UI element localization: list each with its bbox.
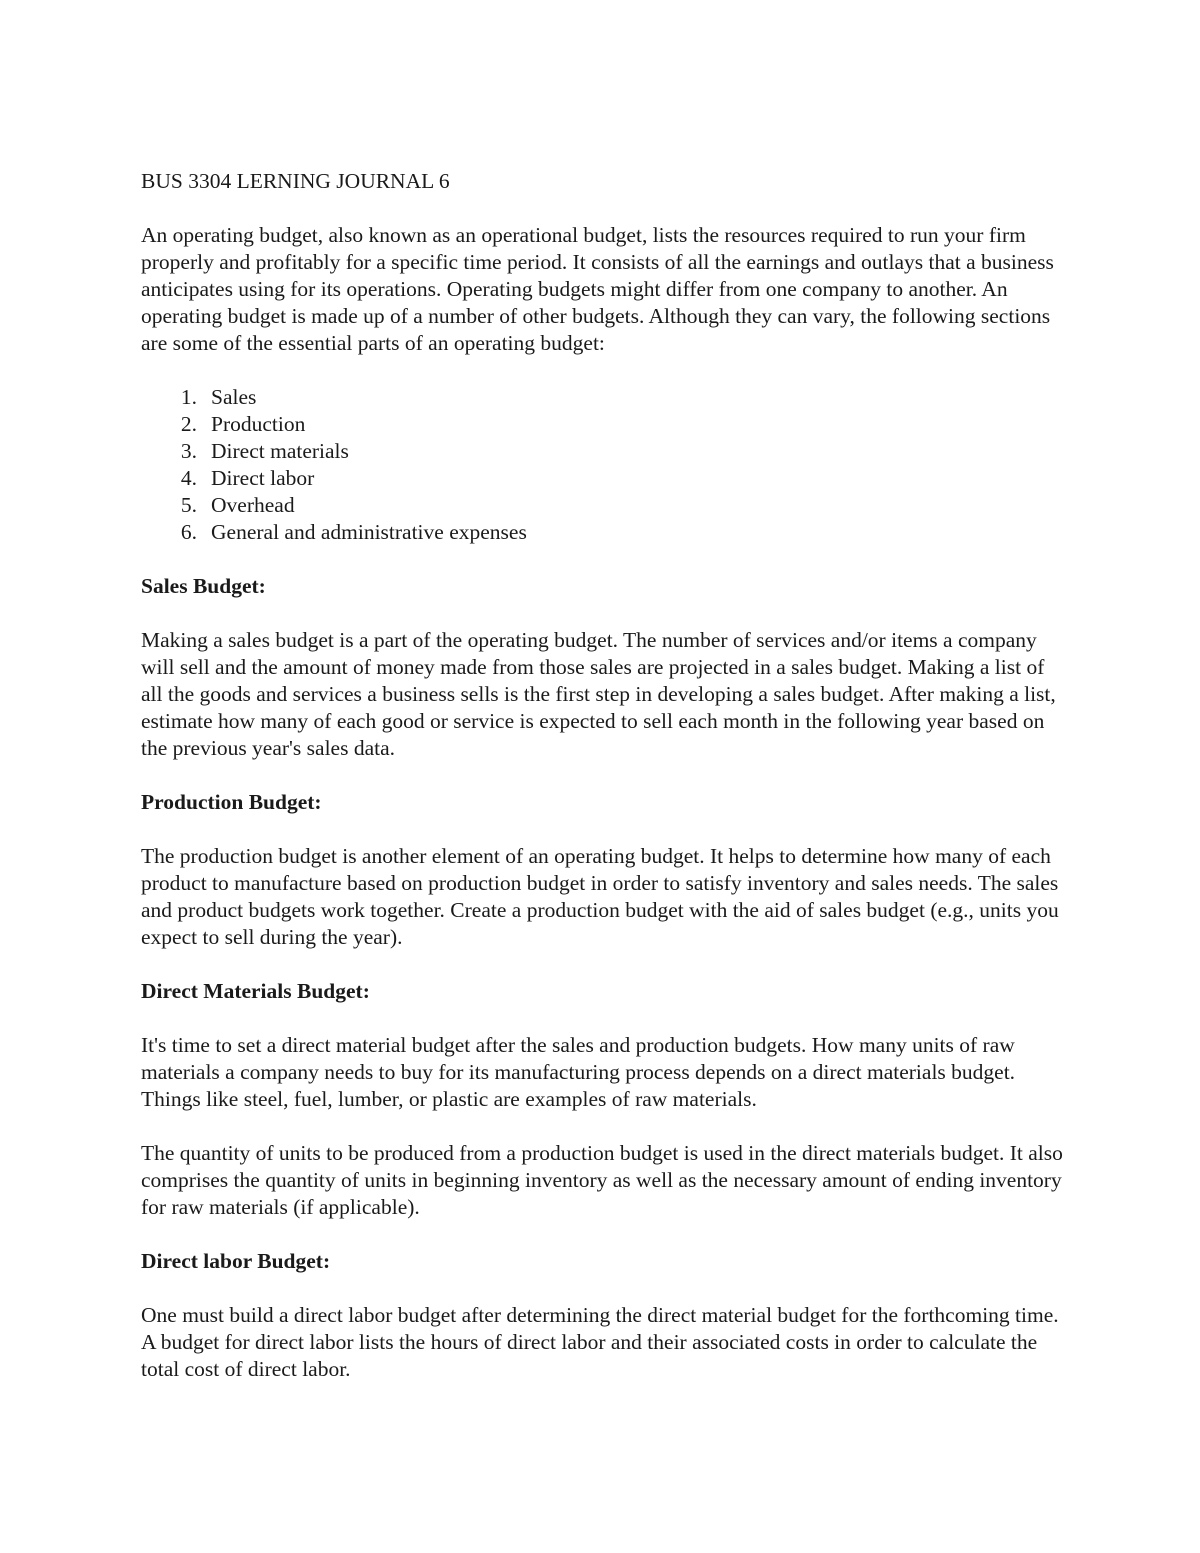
direct-materials-paragraph-2: The quantity of units to be produced from a production budget is used in the direct materials budget. It also comprises the quantity of units in beginning inventory as well as the necessary amount of ending inventory for raw materials (if applicable). <box>141 1141 1063 1219</box>
list-item <box>141 465 1071 492</box>
document-body <box>141 168 1071 1410</box>
list-item-number: 3. <box>180 439 197 463</box>
section-heading-direct-materials-budget: Direct Materials Budget: <box>141 979 370 1003</box>
list-item <box>141 492 1071 519</box>
document-title: BUS 3304 LERNING JOURNAL 6 <box>141 169 450 193</box>
list-item <box>141 519 1071 546</box>
list-item-number: 5. <box>180 493 197 517</box>
list-item-number: 6. <box>180 520 197 544</box>
budget-components-list <box>141 384 1071 546</box>
direct-materials-paragraph-1: It's time to set a direct material budget after the sales and production budgets. How many units of raw materials a company needs to buy for its manufacturing process depends on a direct materials budget. Things like steel, fuel, lumber, or plastic are examples of raw materials. <box>141 1033 1016 1111</box>
intro-paragraph: An operating budget, also known as an operational budget, lists the resources required to run your firm properly and profitably for a specific time period. It consists of all the earnings and outlays that a business anticipates using for its operations. Operating budgets might differ from one company to another. An operating budget is made up of a number of other budgets. Although they can vary, the following sections are some of the essential parts of an operating budget: <box>141 223 1054 355</box>
direct-labor-paragraph: One must build a direct labor budget after determining the direct material budget for the forthcoming time. A budget for direct labor lists the hours of direct labor and their associated costs in order to calculate the total cost of direct labor. <box>141 1303 1059 1381</box>
list-item <box>141 384 1071 411</box>
section-heading-sales-budget: Sales Budget: <box>141 574 266 598</box>
section-heading-direct-labor-budget: Direct labor Budget: <box>141 1249 331 1273</box>
list-item-text: Sales <box>211 385 257 409</box>
list-item-text: Production <box>211 412 306 436</box>
list-item <box>141 411 1071 438</box>
list-item-number: 2. <box>180 412 197 436</box>
production-budget-paragraph: The production budget is another element of an operating budget. It helps to determine how many of each product to manufacture based on production budget in order to satisfy inventory and sales needs. The sales and product budgets work together. Create a production budget with the aid of sales budget (e.g., units you expect to sell during the year). <box>141 844 1059 949</box>
list-item-text: General and administrative expenses <box>211 520 527 544</box>
list-item <box>141 438 1071 465</box>
sales-budget-paragraph: Making a sales budget is a part of the operating budget. The number of services and/or items a company will sell and the amount of money made from those sales are projected in a sales budget. Making a list of all the goods and services a business sells is the first step in developing a sales budget. After making a list, estimate how many of each good or service is expected to sell each month in the following year based on the previous year's sales data. <box>141 628 1056 760</box>
list-item-text: Direct materials <box>211 439 349 463</box>
list-item-text: Overhead <box>211 493 295 517</box>
list-item-number: 1. <box>180 385 197 409</box>
list-item-text: Direct labor <box>211 466 315 490</box>
list-item-number: 4. <box>180 466 197 490</box>
section-heading-production-budget: Production Budget: <box>141 790 322 814</box>
